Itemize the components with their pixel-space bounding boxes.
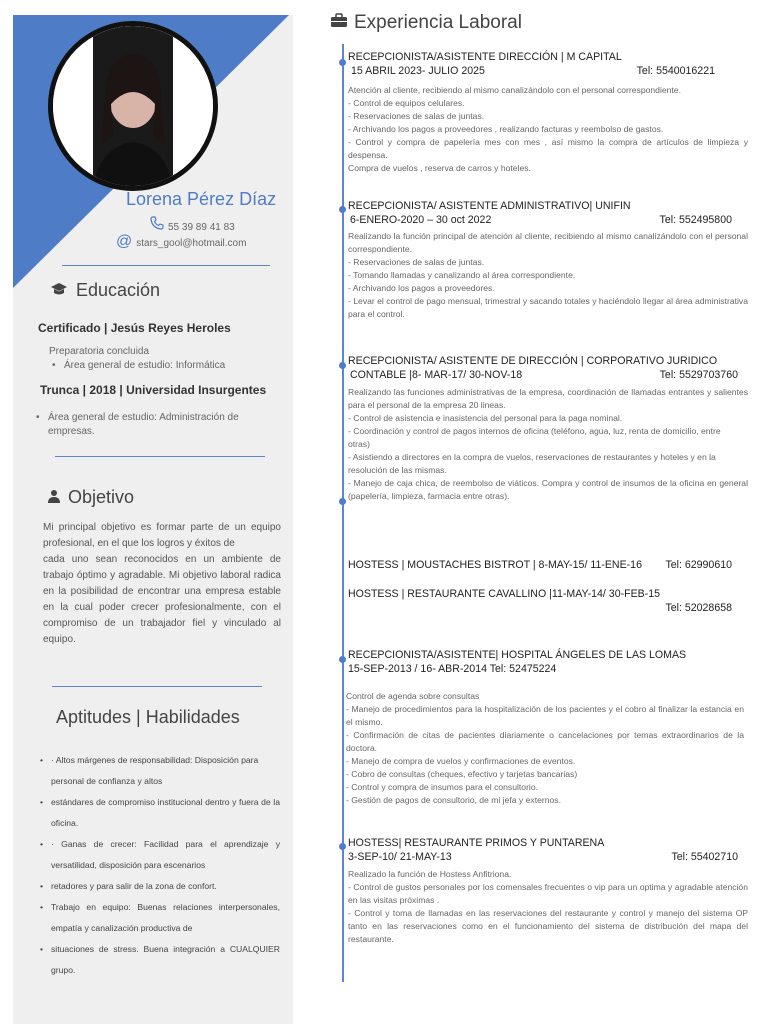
list-item: • situaciones de stress. Buena integración a CUALQUIER grupo. [40, 939, 280, 981]
objective-line: Mi principal objetivo es formar parte de un equipo profesional, en el que los logros y éxitos de [43, 522, 281, 549]
job-header [348, 199, 748, 227]
job-header [348, 836, 748, 864]
graduation-cap-icon [50, 282, 68, 300]
education-entry1-title: Certificado | Jesús Reyes Heroles [38, 321, 231, 335]
job-tel: Tel: 52028658 [665, 602, 732, 614]
job-description: Control de agenda sobre consultas - Manejo de procedimientos para la hospitalización de los pacientes y el cobro al finalizar la estancia en el mismo. - Confirmación de citas de pacientes diariamente o cancelaciones por temas extraordinarios de la doctora. - Manejo de compra de vuelos y confirmaciones de eventos. - Cobro de consultas (cheques, efectivo y tarjetas bancarias) - Control y compra de insumos para el consultorio. - Gestión de pagos de consultorio, de mi jefa y externos. [346, 691, 744, 805]
job-title: RECEPCIONISTA/ASISTENTE| HOSPITAL ÁNGELES DE LAS LOMAS [348, 649, 687, 661]
job-description: Atención al cliente, recibiendo al mismo canalizándolo con el personal correspondiente. - Control de equipos celulares. - Reservaciones de salas de juntas. - Archivando los pagos a proveedores , realizando facturas y reembolso de gastos. - Control y compra de papelería mes con mes , así mismo la compra de artículos de limpieza y despensa. Compra de vuelos , reserva de carros y hoteles. [348, 85, 748, 173]
education-entry2-title: Trunca | 2018 | Universidad Insurgentes [40, 383, 267, 397]
timeline-line [342, 44, 344, 982]
job-header [348, 587, 748, 615]
profile-photo-image [53, 26, 213, 186]
education-entry2-bullet: • Área general de estudio: Administración de empresas. [36, 411, 284, 439]
divider [55, 456, 265, 457]
job-dates: 3-SEP-10/ 21-MAY-13 [348, 851, 452, 863]
objective-text [43, 520, 281, 648]
job-header [348, 558, 748, 572]
phone-icon [150, 216, 164, 233]
job-tel: Tel: 552495800 [659, 214, 732, 226]
objective-line: cada uno sean reconocidos en un ambiente de trabajo óptimo y agradable. Mi objetivo laboral radica en la posibilidad de encontrar una empresa estable en la cual poder crecer profesionalmente, con el compromiso de un trabajador fiel y vinculado al equipo. [43, 554, 281, 645]
job-header [348, 648, 748, 676]
list-item: • · Altos márgenes de responsabilidad: Disposición para [40, 750, 280, 771]
education-entry1-line: Preparatoria concluida [49, 346, 150, 357]
briefcase-icon [330, 12, 348, 34]
list-item: • estándares de compromiso institucional dentro y fuera de la oficina. [40, 792, 280, 834]
phone-row [150, 216, 235, 233]
job-tel: Tel: 5529703760 [659, 369, 738, 381]
job-title: HOSTESS | MOUSTACHES BISTROT | 8-MAY-15/ 11-ENE-16 [348, 559, 642, 571]
job-header [348, 50, 748, 78]
skills-title: Aptitudes | Habilidades [56, 707, 240, 727]
objective-title: Objetivo [48, 487, 134, 508]
timeline-dot [339, 498, 346, 505]
timeline-dot [339, 206, 346, 213]
education-entry1-bullet: • Área general de estudio: Informática [52, 359, 225, 373]
user-icon [48, 489, 60, 507]
profile-name: Lorena Pérez Díaz [126, 189, 277, 209]
list-item: • Trabajo en equipo: Buenas relaciones interpersonales, empatía y canalización productiva de [40, 897, 280, 939]
job-title: RECEPCIONISTA/ASISTENTE DIRECCIÓN | M CAPITAL [348, 51, 622, 63]
phone-text: 55 39 89 41 83 [168, 222, 235, 233]
email-row [116, 233, 246, 251]
skills-list [40, 750, 280, 981]
job-title: RECEPCIONISTA/ ASISTENTE ADMINISTRATIVO| UNIFIN [348, 200, 631, 212]
job-tel: Tel: 55402710 [671, 851, 738, 863]
timeline-dot [339, 362, 346, 369]
profile-photo [48, 21, 218, 191]
list-item: • retadores y para salir de la zona de confort. [40, 876, 280, 897]
list-item: • · Ganas de crecer: Facilidad para el aprendizaje y versatilidad, disposición para escenarios [40, 834, 280, 876]
education-title: Educación [50, 280, 160, 301]
job-tel: Tel: 62990610 [665, 559, 732, 571]
job-title: RECEPCIONISTA/ ASISTENTE DE DIRECCIÓN | CORPORATIVO JURIDICO [348, 355, 718, 367]
email-text: stars_gool@hotmail.com [136, 238, 247, 249]
job-description: Realizando la función principal de atención al cliente, recibiendo al mismo canalizándolo con el personal correspondiente. - Reservaciones de salas de juntas. - Tomando llamadas y canalizando al área correspondiente. - Archivando los pagos a proveedores. - Levar el control de pago mensual, trimestral y sacando totales y haciéndolo llegar al área administrativa para el control. [348, 231, 748, 319]
job-title: HOSTESS| RESTAURANTE PRIMOS Y PUNTARENA [348, 837, 605, 849]
job-title: HOSTESS | RESTAURANTE CAVALLINO |11-MAY-14/ 30-FEB-15 [348, 588, 661, 600]
at-icon: @ [116, 233, 133, 250]
job-dates: 15 ABRIL 2023- JULIO 2025 [351, 65, 485, 77]
divider [62, 265, 270, 266]
timeline-dot [339, 656, 346, 663]
divider [52, 686, 262, 687]
job-dates: 6-ENERO-2020 – 30 oct 2022 [350, 214, 492, 226]
job-description: Realizado la función de Hostess Anfitriona. - Control de gustos personales por los comensales frecuentes o vip para un optima y agradable atención en las visitas próximas . - Control y toma de llamadas en las reservaciones del restaurante y control y manejo del sistema OP tanto en las reservaciones como en el funcionamiento del sistema de distribución del mapa del restaurante. [348, 869, 748, 944]
job-description: Realizando las funciones administrativas de la empresa, coordinación de llamadas entrantes y salientes para el personal de la empresa 20 lineas. - Control de asistencia e inasistencia del personal para la paga nominal. - Coordinación y control de pagos internos de oficina (teléfono, agua, luz, renta de domicilio, entre otras) - Asistiendo a directores en la compra de vuelos, reservaciones de restaurantes y hoteles y en la resolución de las mismas. - Manejo de caja chica, de reembolso de viáticos. Compra y control de insumos de la oficina en general (papelería, limpieza, farmacia entre otras). [348, 387, 748, 501]
list-item: personal de confianza y altos [51, 776, 163, 786]
job-tel: Tel: 5540016221 [636, 65, 715, 77]
experience-title: Experiencia Laboral [330, 12, 522, 34]
timeline-dot [339, 59, 346, 66]
job-header [348, 354, 748, 382]
job-dates: CONTABLE |8- MAR-17/ 30-NOV-18 [350, 369, 523, 381]
job-dates: 15-SEP-2013 / 16- ABR-2014 Tel: 52475224 [348, 663, 557, 675]
timeline-dot [339, 843, 346, 850]
